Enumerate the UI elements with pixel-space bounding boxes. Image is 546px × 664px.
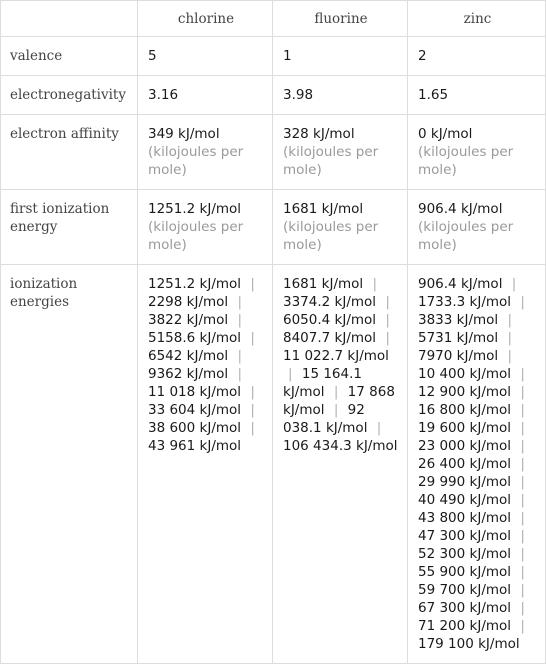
valence-chlorine: 5 bbox=[138, 37, 273, 76]
ionization-energy-value: 179 100 kJ/mol bbox=[418, 636, 520, 652]
list-separator: | bbox=[520, 546, 525, 562]
row-ionization-energies bbox=[1, 265, 546, 664]
ionization-energy-value: 92 038.1 kJ/mol bbox=[283, 402, 368, 436]
list-separator: | bbox=[507, 330, 513, 346]
row-valence bbox=[1, 37, 546, 76]
header-row bbox=[1, 1, 546, 37]
row-electron-affinity bbox=[1, 115, 546, 190]
ionization-energy-value: 6542 kJ/mol bbox=[148, 348, 229, 364]
list-separator: | bbox=[520, 528, 525, 544]
list-separator: | bbox=[250, 402, 255, 418]
list-separator: | bbox=[511, 276, 517, 292]
list-separator: | bbox=[250, 276, 255, 292]
ionization-energy-value: 38 600 kJ/mol bbox=[148, 420, 242, 436]
electron-affinity-fluorine bbox=[273, 115, 408, 190]
row-label-ionization-energies: ionization energies bbox=[1, 265, 138, 664]
ionization-energy-value: 3833 kJ/mol bbox=[418, 312, 499, 328]
ionization-energies-fluorine bbox=[273, 265, 408, 664]
row-label-electronegativity: electronegativity bbox=[1, 76, 138, 115]
unit-note: (kilojoules per mole) bbox=[418, 144, 514, 178]
ionization-energy-value: 906.4 kJ/mol bbox=[418, 276, 503, 292]
first-ionization-value: 1681 kJ/mol bbox=[283, 201, 364, 217]
first-ionization-chlorine bbox=[138, 190, 273, 265]
ionization-energy-value: 5731 kJ/mol bbox=[418, 330, 499, 346]
ionization-energy-value: 10 400 kJ/mol bbox=[418, 366, 512, 382]
unit-note: (kilojoules per mole) bbox=[283, 144, 379, 178]
list-separator: | bbox=[520, 366, 525, 382]
ionization-energy-value: 5158.6 kJ/mol bbox=[148, 330, 242, 346]
list-separator: | bbox=[237, 366, 243, 382]
list-separator: | bbox=[520, 582, 525, 598]
ionization-energy-value: 3374.2 kJ/mol bbox=[283, 294, 377, 310]
list-separator: | bbox=[288, 366, 293, 382]
ionization-energy-value: 47 300 kJ/mol bbox=[418, 528, 512, 544]
first-ionization-zinc bbox=[408, 190, 546, 265]
ionization-energy-value: 43 961 kJ/mol bbox=[148, 438, 242, 454]
list-separator: | bbox=[520, 294, 525, 310]
row-label-electron-affinity: electron affinity bbox=[1, 115, 138, 190]
ionization-energy-value: 33 604 kJ/mol bbox=[148, 402, 242, 418]
ionization-energies-chlorine bbox=[138, 265, 273, 664]
list-separator: | bbox=[507, 348, 513, 364]
list-separator: | bbox=[250, 420, 255, 436]
ionization-energy-value: 55 900 kJ/mol bbox=[418, 564, 512, 580]
list-separator: | bbox=[520, 402, 525, 418]
column-header-zinc: zinc bbox=[408, 1, 546, 37]
ionization-energy-value: 1251.2 kJ/mol bbox=[148, 276, 242, 292]
ionization-energy-value: 3822 kJ/mol bbox=[148, 312, 229, 328]
ionization-energy-value: 26 400 kJ/mol bbox=[418, 456, 512, 472]
electron-affinity-value: 349 kJ/mol bbox=[148, 126, 220, 142]
row-label-first-ionization-energy: first ionization energy bbox=[1, 190, 138, 265]
ionization-energy-value: 15 164.1 kJ/mol bbox=[283, 366, 362, 400]
first-ionization-value: 1251.2 kJ/mol bbox=[148, 201, 242, 217]
list-separator: | bbox=[237, 348, 243, 364]
column-header-fluorine: fluorine bbox=[273, 1, 408, 37]
list-separator: | bbox=[520, 600, 525, 616]
unit-note: (kilojoules per mole) bbox=[148, 144, 244, 178]
list-separator: | bbox=[520, 474, 525, 490]
ionization-energy-value: 7970 kJ/mol bbox=[418, 348, 499, 364]
row-first-ionization-energy bbox=[1, 190, 546, 265]
ionization-energy-value: 29 990 kJ/mol bbox=[418, 474, 512, 490]
ionization-energy-value: 2298 kJ/mol bbox=[148, 294, 229, 310]
ionization-energy-value: 17 868 kJ/mol bbox=[283, 384, 395, 418]
list-separator: | bbox=[237, 294, 243, 310]
list-separator: | bbox=[372, 276, 378, 292]
ionization-energy-value: 43 800 kJ/mol bbox=[418, 510, 512, 526]
ionization-energy-value: 71 200 kJ/mol bbox=[418, 618, 512, 634]
list-separator: | bbox=[333, 384, 339, 400]
ionization-energy-value: 52 300 kJ/mol bbox=[418, 546, 512, 562]
list-separator: | bbox=[250, 330, 255, 346]
ionization-energy-value: 19 600 kJ/mol bbox=[418, 420, 512, 436]
first-ionization-value: 906.4 kJ/mol bbox=[418, 201, 503, 217]
electron-affinity-value: 0 kJ/mol bbox=[418, 126, 473, 142]
ionization-energy-value: 1733.3 kJ/mol bbox=[418, 294, 512, 310]
ionization-energy-value: 106 434.3 kJ/mol bbox=[283, 438, 398, 454]
row-label-valence: valence bbox=[1, 37, 138, 76]
list-separator: | bbox=[385, 330, 390, 346]
list-separator: | bbox=[520, 456, 525, 472]
list-separator: | bbox=[520, 510, 525, 526]
list-separator: | bbox=[385, 294, 390, 310]
column-header-chlorine: chlorine bbox=[138, 1, 273, 37]
ionization-energy-value: 1681 kJ/mol bbox=[283, 276, 364, 292]
list-separator: | bbox=[385, 312, 390, 328]
header-corner bbox=[1, 1, 138, 37]
valence-fluorine: 1 bbox=[273, 37, 408, 76]
row-electronegativity bbox=[1, 76, 546, 115]
list-separator: | bbox=[376, 420, 382, 436]
list-separator: | bbox=[520, 384, 525, 400]
list-separator: | bbox=[333, 402, 339, 418]
list-separator: | bbox=[520, 618, 525, 634]
ionization-energy-value: 6050.4 kJ/mol bbox=[283, 312, 377, 328]
ionization-energy-value: 59 700 kJ/mol bbox=[418, 582, 512, 598]
first-ionization-fluorine bbox=[273, 190, 408, 265]
electronegativity-zinc: 1.65 bbox=[408, 76, 546, 115]
list-separator: | bbox=[507, 312, 513, 328]
valence-zinc: 2 bbox=[408, 37, 546, 76]
ionization-energy-value: 16 800 kJ/mol bbox=[418, 402, 512, 418]
ionization-energy-value: 9362 kJ/mol bbox=[148, 366, 229, 382]
ionization-energy-value: 67 300 kJ/mol bbox=[418, 600, 512, 616]
electron-affinity-zinc bbox=[408, 115, 546, 190]
ionization-energy-value: 40 490 kJ/mol bbox=[418, 492, 512, 508]
unit-note: (kilojoules per mole) bbox=[148, 219, 244, 253]
list-separator: | bbox=[520, 438, 525, 454]
ionization-energies-zinc bbox=[408, 265, 546, 664]
list-separator: | bbox=[237, 312, 243, 328]
electronegativity-chlorine: 3.16 bbox=[138, 76, 273, 115]
ionization-energy-value: 23 000 kJ/mol bbox=[418, 438, 512, 454]
list-separator: | bbox=[520, 420, 525, 436]
list-separator: | bbox=[250, 384, 255, 400]
ionization-energy-value: 12 900 kJ/mol bbox=[418, 384, 512, 400]
electron-affinity-chlorine bbox=[138, 115, 273, 190]
list-separator: | bbox=[520, 492, 525, 508]
unit-note: (kilojoules per mole) bbox=[418, 219, 514, 253]
unit-note: (kilojoules per mole) bbox=[283, 219, 379, 253]
electron-affinity-value: 328 kJ/mol bbox=[283, 126, 355, 142]
ionization-energy-value: 11 022.7 kJ/mol bbox=[283, 348, 389, 364]
electronegativity-fluorine: 3.98 bbox=[273, 76, 408, 115]
list-separator: | bbox=[520, 564, 525, 580]
ionization-energy-value: 11 018 kJ/mol bbox=[148, 384, 242, 400]
ionization-energy-value: 8407.7 kJ/mol bbox=[283, 330, 377, 346]
